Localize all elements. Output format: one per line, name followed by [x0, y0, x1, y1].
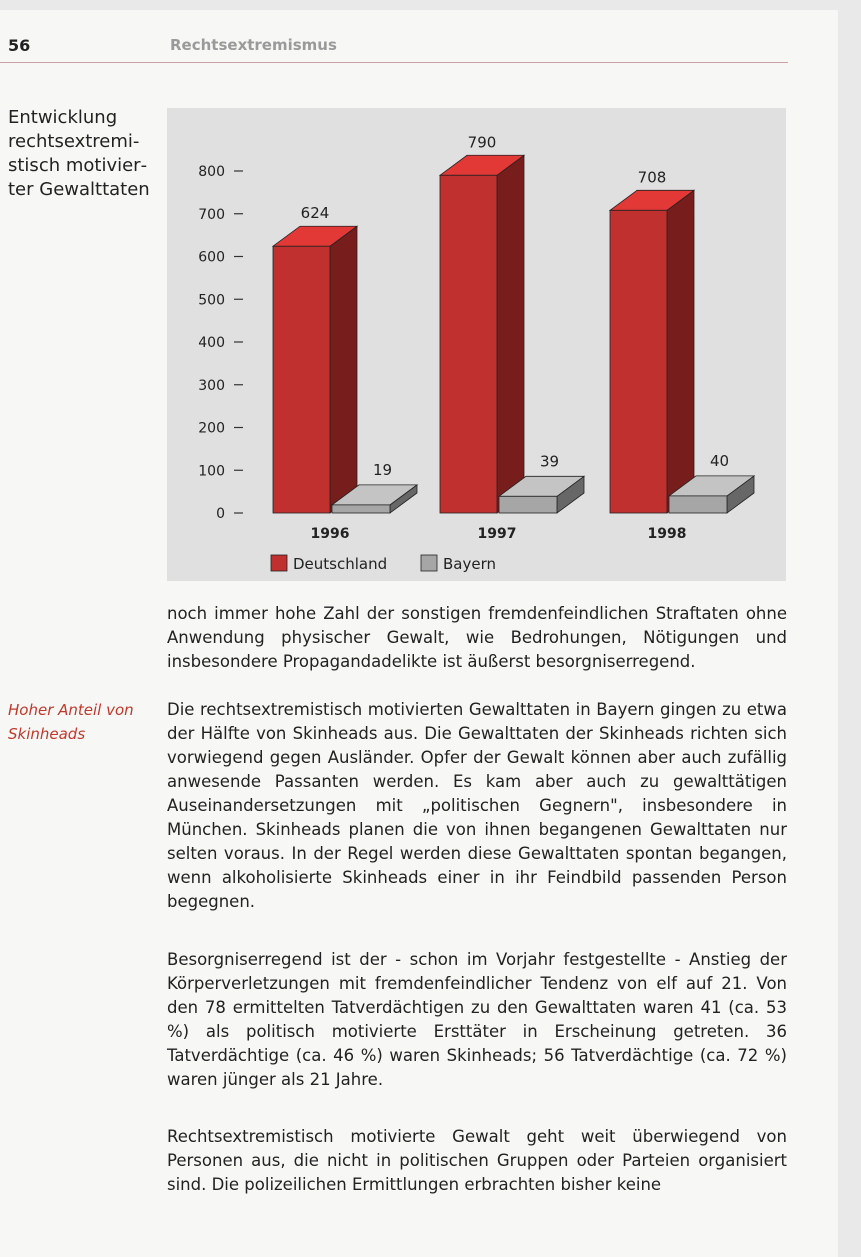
x-category-label: 1996	[310, 526, 350, 542]
y-tick-label: 800	[198, 164, 225, 180]
bar-deutschland-front	[610, 210, 667, 513]
x-category-label: 1998	[647, 526, 687, 542]
value-label-deutschland: 790	[467, 133, 497, 152]
bar-deutschland-side	[497, 155, 524, 513]
value-label-deutschland: 624	[300, 204, 330, 223]
y-tick-label: 600	[198, 249, 225, 266]
margin-note: Hoher Anteil von Skinheads	[8, 701, 134, 743]
bar-deutschland-side	[330, 226, 357, 513]
bar-bayern-front	[669, 496, 727, 513]
paragraph: noch immer hohe Zahl der sonstigen fremdenfeindlichen Straftaten ohne Anwendung physischer Gewalt, wie Bedrohungen, Nötigungen und insbesondere Propagandadelikte ist äußerst besorgniserregend.	[167, 604, 787, 671]
legend-swatch-bayern	[421, 555, 437, 571]
x-category-label: 1997	[477, 526, 517, 542]
y-tick-label: 100	[198, 463, 225, 480]
value-label-bayern: 19	[372, 460, 393, 479]
bar-chart-svg	[167, 108, 786, 581]
bar-bayern-front	[499, 496, 557, 513]
paragraph: Rechtsextremistisch motivierte Gewalt geht weit überwiegend von Personen aus, die nicht in politischen Gruppen oder Parteien organisiert sind. Die polizeilichen Ermittlungen erbrachten bisher keine	[167, 1127, 787, 1194]
value-label-bayern: 40	[709, 451, 730, 470]
bar-deutschland-front	[440, 175, 497, 513]
paragraph: Die rechtsextremistisch motivierten Gewalttaten in Bayern gingen zu etwa der Hälfte von Skinheads aus. Die Gewalttaten der Skinheads richten sich vorwiegend gegen Ausländer. Opfer der Gewalt können aber auch zufällig anwesende Passanten werden. Es kam aber auch zu gewalttätigen Auseinandersetzungen mit „politischen Gegnern", insbesondere in München. Skinheads planen die von ihnen begangenen Gewalttaten nur selten voraus. In der Regel werden diese Gewalttaten spontan begangen, wenn alkoholisierte Skinheads einer in ihr Feindbild passenden Person begegnen.	[167, 700, 787, 911]
value-label-bayern: 39	[539, 452, 560, 471]
legend-label-deutschland: Deutschland	[293, 555, 388, 573]
paragraph: Besorgniserregend ist der - schon im Vorjahr festgestellte - Anstieg der Körperverletzungen mit fremdenfeindlicher Tendenz von elf auf 21. Von den 78 ermittelten Tatverdächtigen zu den Gewalttaten waren 41 (ca. 53 %) als politisch motivierte Ersttäter in Erscheinung getreten. 36 Tatverdächtige (ca. 46 %) waren Skinheads; 56 Tatverdächtige (ca. 72 %) waren jünger als 21 Jahre.	[167, 950, 787, 1089]
header-rule	[0, 62, 788, 63]
y-tick-label: 0	[216, 506, 225, 522]
page-number: 56	[8, 36, 31, 55]
bar-deutschland-front	[273, 246, 330, 513]
bar-chart	[167, 108, 786, 581]
y-tick-label: 500	[198, 292, 225, 309]
value-label-deutschland: 708	[637, 168, 667, 187]
bar-bayern-front	[332, 505, 390, 513]
bar-deutschland-side	[667, 190, 694, 513]
legend-label-bayern: Bayern	[443, 555, 496, 573]
legend-swatch-deutschland	[271, 555, 287, 571]
chart-caption: Entwicklung rechtsextremistisch motivierter Gewalttaten	[8, 107, 150, 200]
y-tick-label: 700	[198, 206, 225, 223]
y-tick-label: 400	[198, 335, 225, 351]
y-tick-label: 300	[198, 377, 225, 394]
document-page	[0, 10, 838, 1257]
running-header: Rechtsextremismus	[170, 36, 337, 54]
y-tick-label: 200	[198, 420, 225, 437]
